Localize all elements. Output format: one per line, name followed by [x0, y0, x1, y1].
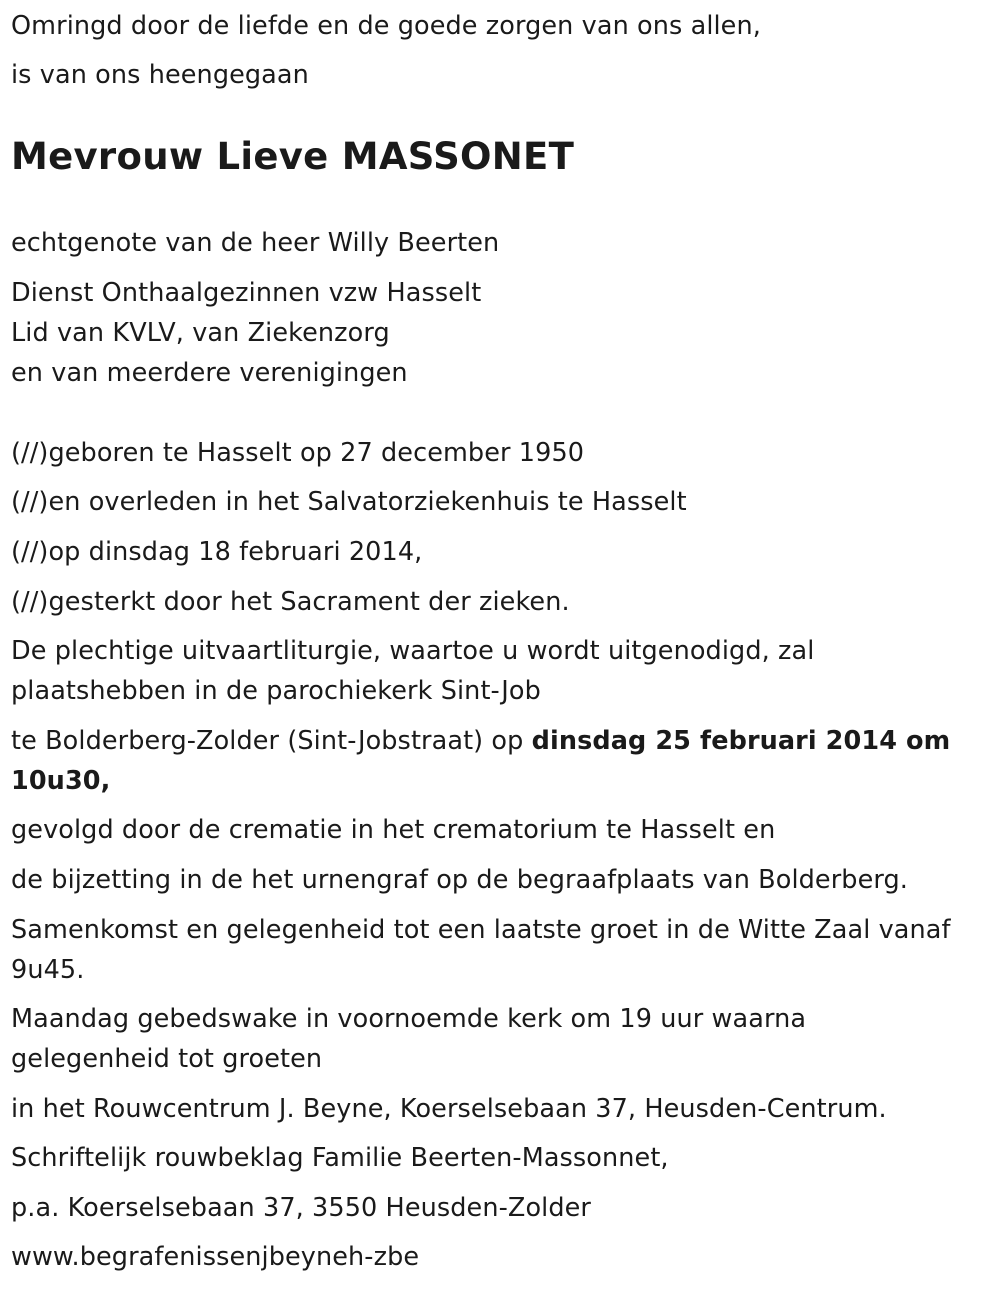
spouse-line: echtgenote van de heer Willy Beerten	[11, 228, 500, 258]
gathering-line-1: Samenkomst en gelegenheid tot een laatste groet in de Witte Zaal vanaf	[11, 915, 951, 945]
cremation-line: gevolgd door de crematie in het crematorium te Hasselt en	[11, 815, 776, 845]
deceased-name: Mevrouw Lieve MASSONET	[11, 135, 575, 178]
funeral-datetime-bold: dinsdag 25 februari 2014 om	[531, 726, 951, 756]
vigil-line-1: Maandag gebedswake in voornoemde kerk om 19 uur waarna	[11, 1004, 807, 1034]
vigil-line-2: gelegenheid tot groeten	[11, 1044, 323, 1074]
funeral-place-line	[11, 721, 950, 761]
sacrament-line: (//)gesterkt door het Sacrament der zieken.	[11, 587, 570, 617]
affiliation-line-1: Dienst Onthaalgezinnen vzw Hasselt	[11, 278, 482, 308]
funeral-line-1: De plechtige uitvaartliturgie, waartoe u wordt uitgenodigd, zal	[11, 636, 815, 666]
condolence-line: Schriftelijk rouwbeklag Familie Beerten-Massonnet,	[11, 1143, 669, 1173]
intro-line-1: Omringd door de liefde en de goede zorgen van ons allen,	[11, 11, 761, 41]
funeral-time-bold: 10u30,	[11, 766, 111, 796]
burial-line: de bijzetting in de het urnengraf op de begraafplaats van Bolderberg.	[11, 865, 909, 895]
funeral-place-text: te Bolderberg-Zolder (Sint-Jobstraat) op	[11, 726, 532, 756]
death-date-line: (//)op dinsdag 18 februari 2014,	[11, 537, 423, 567]
death-place-line: (//)en overleden in het Salvatorziekenhuis te Hasselt	[11, 487, 687, 517]
affiliation-line-2: Lid van KVLV, van Ziekenzorg	[11, 318, 390, 348]
affiliation-line-3: en van meerdere verenigingen	[11, 358, 408, 388]
intro-line-2: is van ons heengegaan	[11, 60, 309, 90]
gathering-line-2: 9u45.	[11, 955, 85, 985]
funeral-line-2: plaatshebben in de parochiekerk Sint-Job	[11, 676, 541, 706]
website-line: www.begrafenissenjbeyneh-zbe	[11, 1242, 420, 1272]
funeral-home-line: in het Rouwcentrum J. Beyne, Koerselsebaan 37, Heusden-Centrum.	[11, 1094, 887, 1124]
birth-line: (//)geboren te Hasselt op 27 december 1950	[11, 438, 585, 468]
condolence-address-line: p.a. Koerselsebaan 37, 3550 Heusden-Zolder	[11, 1193, 592, 1223]
